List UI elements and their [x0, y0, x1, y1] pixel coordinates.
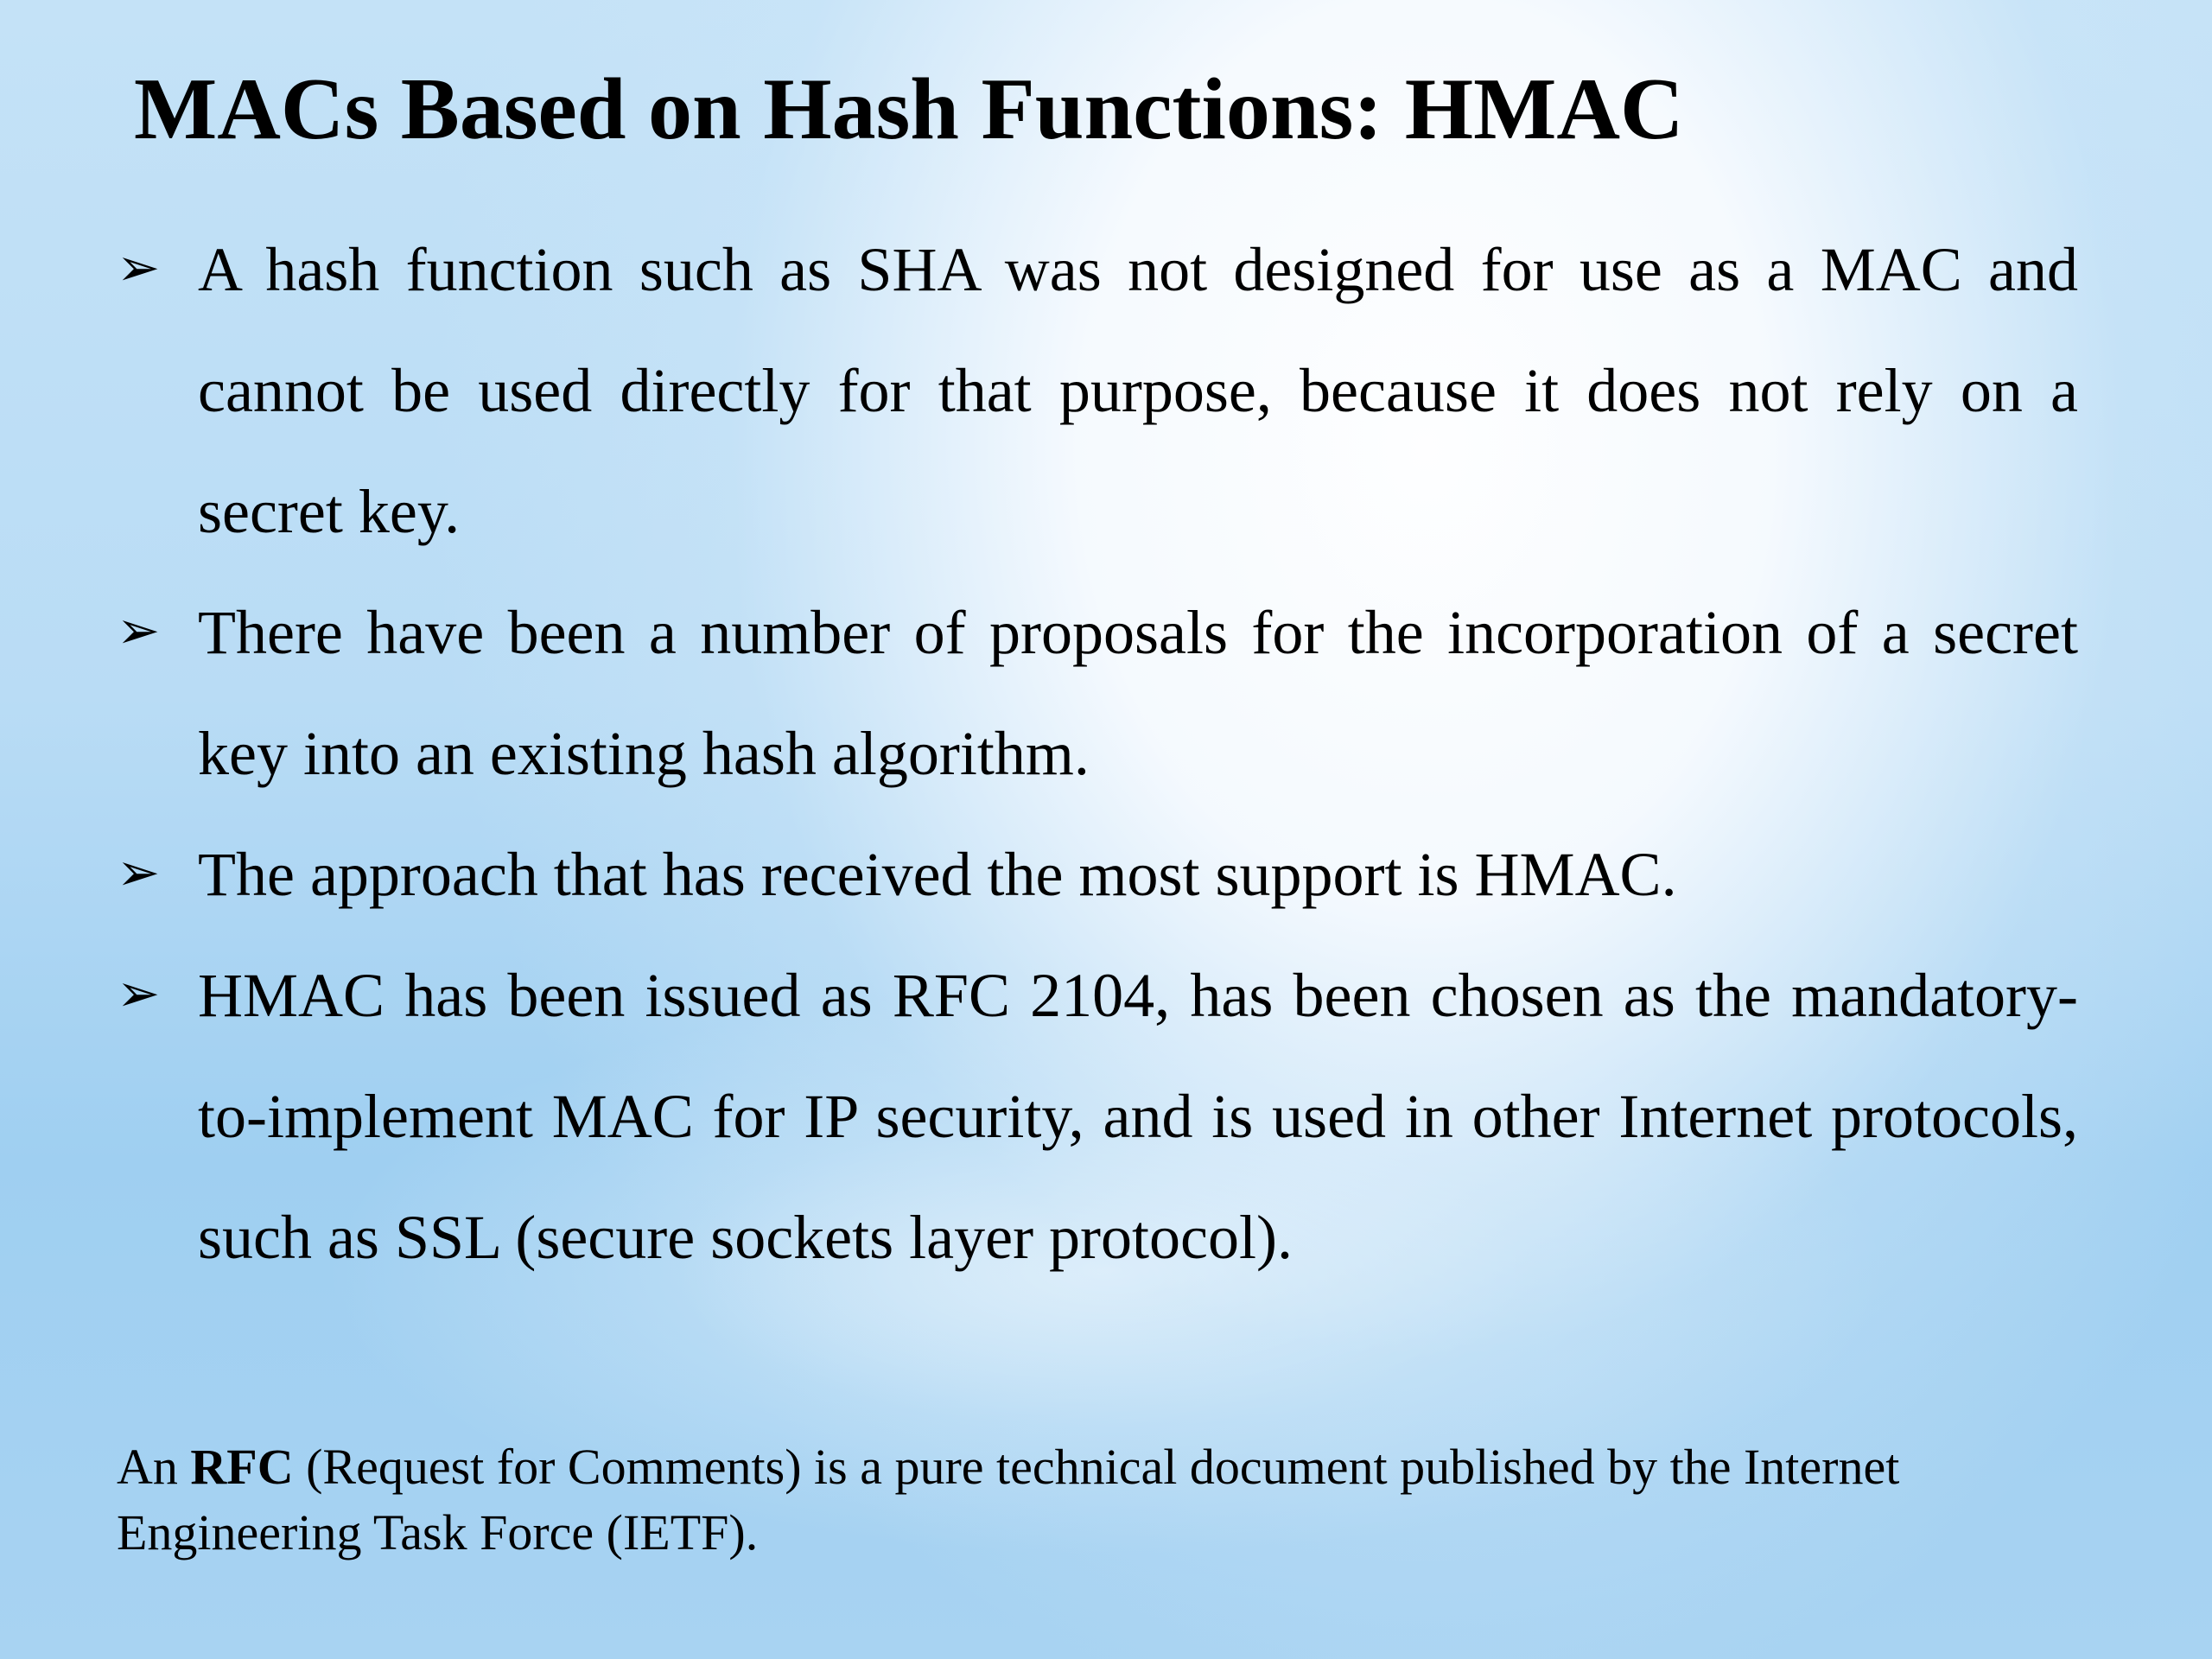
bullet-item [117, 209, 2078, 572]
bullet-item [117, 572, 2078, 814]
bullet-text: The approach that has received the most support is HMAC. [198, 840, 1677, 909]
slide-title: MACs Based on Hash Functions: HMAC [134, 60, 1684, 158]
footnote-prefix: An [117, 1439, 191, 1495]
bullet-item [117, 935, 2078, 1298]
footnote-term: RFC [190, 1439, 294, 1495]
arrow-bullet-icon: ➢ [117, 842, 161, 903]
footnote-text: (Request for Comments) is a pure technical document published by the Internet Engineering Task Force (IETF). [117, 1439, 1900, 1560]
arrow-bullet-icon: ➢ [117, 601, 161, 661]
bullet-item [117, 814, 2078, 935]
bullet-text: There have been a number of proposals for the incorporation of a secret key into an existing hash algorithm. [198, 598, 2078, 788]
bullet-text: A hash function such as SHA was not designed for use as a MAC and cannot be used directly for that purpose, because it does not rely on a secret key. [198, 235, 2078, 546]
footnote [117, 1434, 2087, 1566]
bullet-text: HMAC has been issued as RFC 2104, has been chosen as the mandatory-to-implement MAC for IP security, and is used in other Internet protocols, such as SSL (secure sockets layer protocol). [198, 961, 2078, 1272]
arrow-bullet-icon: ➢ [117, 238, 161, 298]
arrow-bullet-icon: ➢ [117, 963, 161, 1024]
bullet-list [117, 209, 2078, 1298]
